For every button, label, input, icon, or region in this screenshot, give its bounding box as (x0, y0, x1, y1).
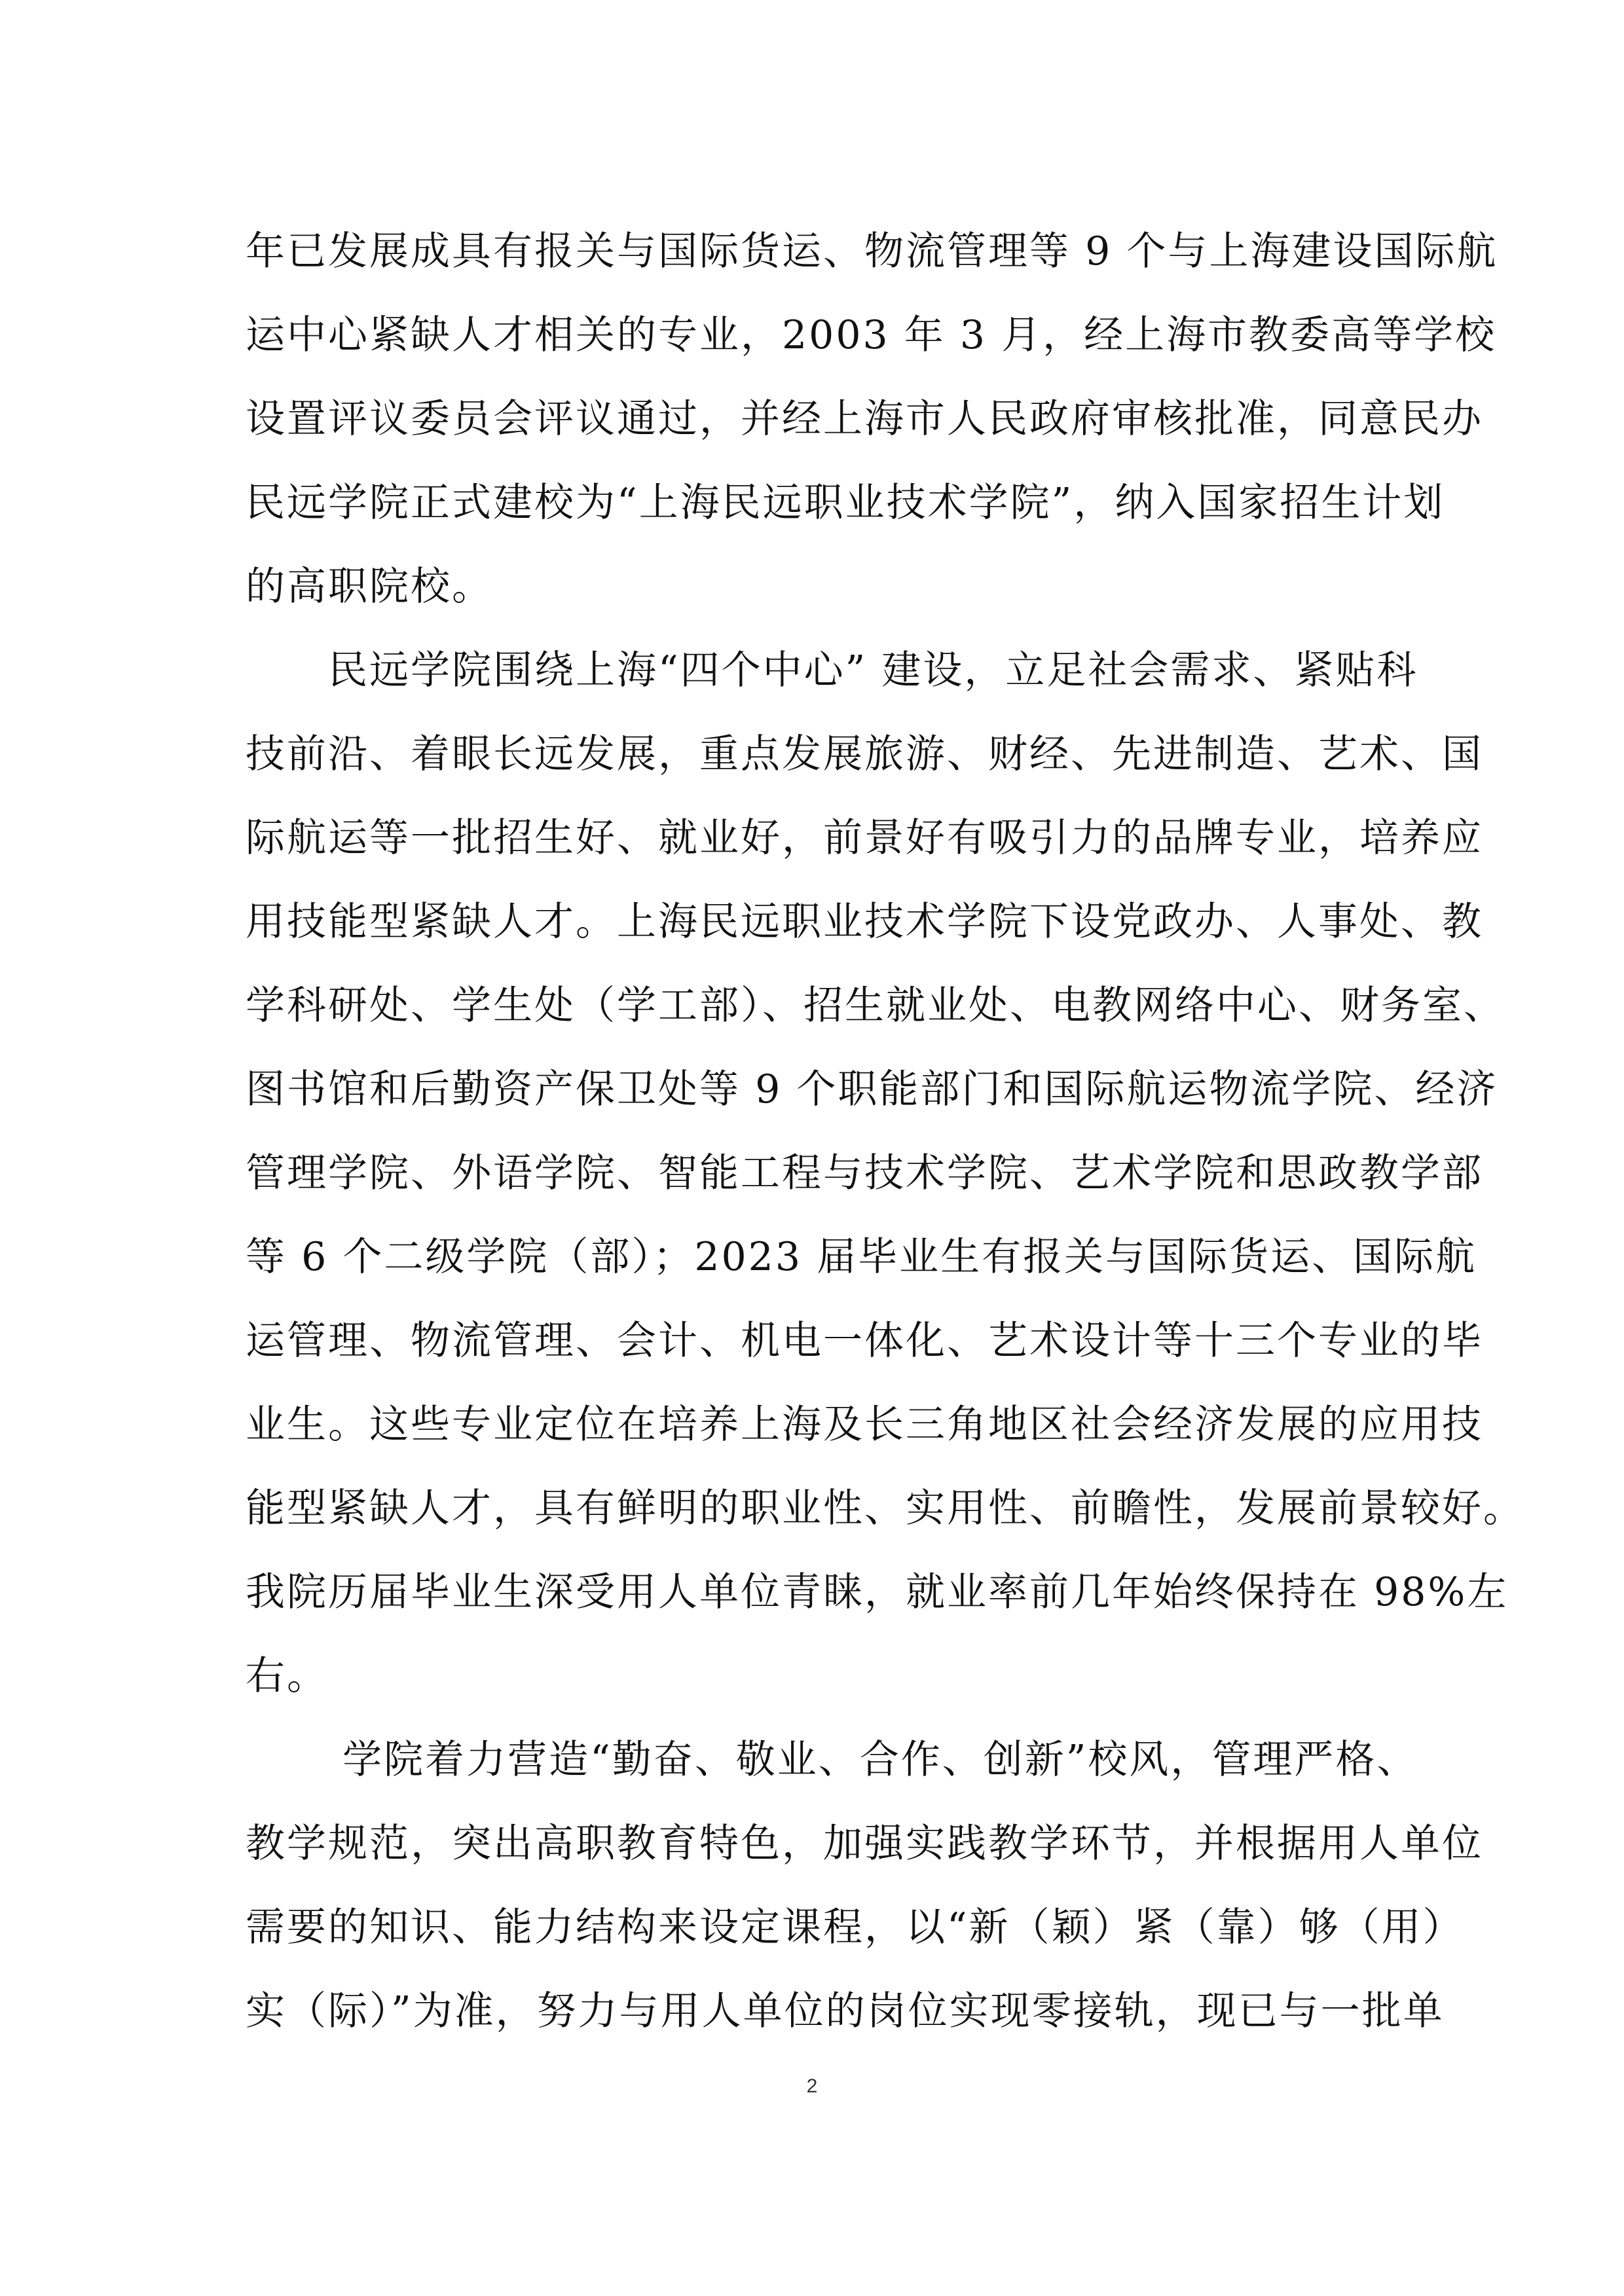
text-line: 设置评议委员会评议通过，并经上海市人民政府审核批准，同意民办 (246, 396, 1483, 442)
text-line: 际航运等一批招生好、就业好，前景好有吸引力的品牌专业，培养应 (246, 815, 1483, 861)
text-line: 管理学院、外语学院、智能工程与技术学院、艺术学院和思政教学部 (246, 1150, 1483, 1196)
text-line: 需要的知识、能力结构来设定课程，以“新（颖）紧（靠）够（用） (246, 1904, 1464, 1950)
text-line: 民远学院围绕上海“四个中心” 建设，立足社会需求、紧贴科 (246, 647, 1418, 693)
text-line: 民远学院正式建校为“上海民远职业技术学院”，纳入国家招生计划 (246, 480, 1445, 526)
text-line: 用技能型紧缺人才。上海民远职业技术学院下设党政办、人事处、教 (246, 899, 1483, 945)
text-line: 我院历届毕业生深受用人单位青睐，就业率前几年始终保持在 98%左 (246, 1569, 1509, 1615)
text-line: 图书馆和后勤资产保卫处等 9 个职能部门和国际航运物流学院、经济 (246, 1066, 1498, 1112)
text-line: 右。 (246, 1653, 328, 1699)
text-line: 业生。这些专业定位在培养上海及长三角地区社会经济发展的应用技 (246, 1402, 1483, 1448)
text-line: 学院着力营造“勤奋、敬业、合作、创新”校风，管理严格、 (246, 1737, 1418, 1783)
text-line: 年已发展成具有报关与国际货运、物流管理等 9 个与上海建设国际航 (246, 228, 1498, 274)
text-line: 教学规范，突出高职教育特色，加强实践教学环节，并根据用人单位 (246, 1821, 1483, 1867)
text-line: 等 6 个二级学院（部）；2023 届毕业生有报关与国际货运、国际航 (246, 1234, 1477, 1280)
text-line: 的高职院校。 (246, 564, 493, 610)
body-text (246, 210, 1524, 2053)
text-line: 实（际）”为准，努力与用人单位的岗位实现零接轨，现已与一批单 (246, 1988, 1445, 2034)
text-line: 技前沿、着眼长远发展，重点发展旅游、财经、先进制造、艺术、国 (246, 731, 1483, 777)
text-line: 学科研处、学生处（学工部）、招生就业处、电教网络中心、财务室、 (246, 983, 1505, 1029)
page-number: 2 (806, 2075, 818, 2097)
text-line: 运中心紧缺人才相关的专业，2003 年 3 月，经上海市教委高等学校 (246, 312, 1497, 358)
text-line: 运管理、物流管理、会计、机电一体化、艺术设计等十三个专业的毕 (246, 1318, 1483, 1364)
text-line: 能型紧缺人才，具有鲜明的职业性、实用性、前瞻性，发展前景较好。 (246, 1485, 1524, 1531)
